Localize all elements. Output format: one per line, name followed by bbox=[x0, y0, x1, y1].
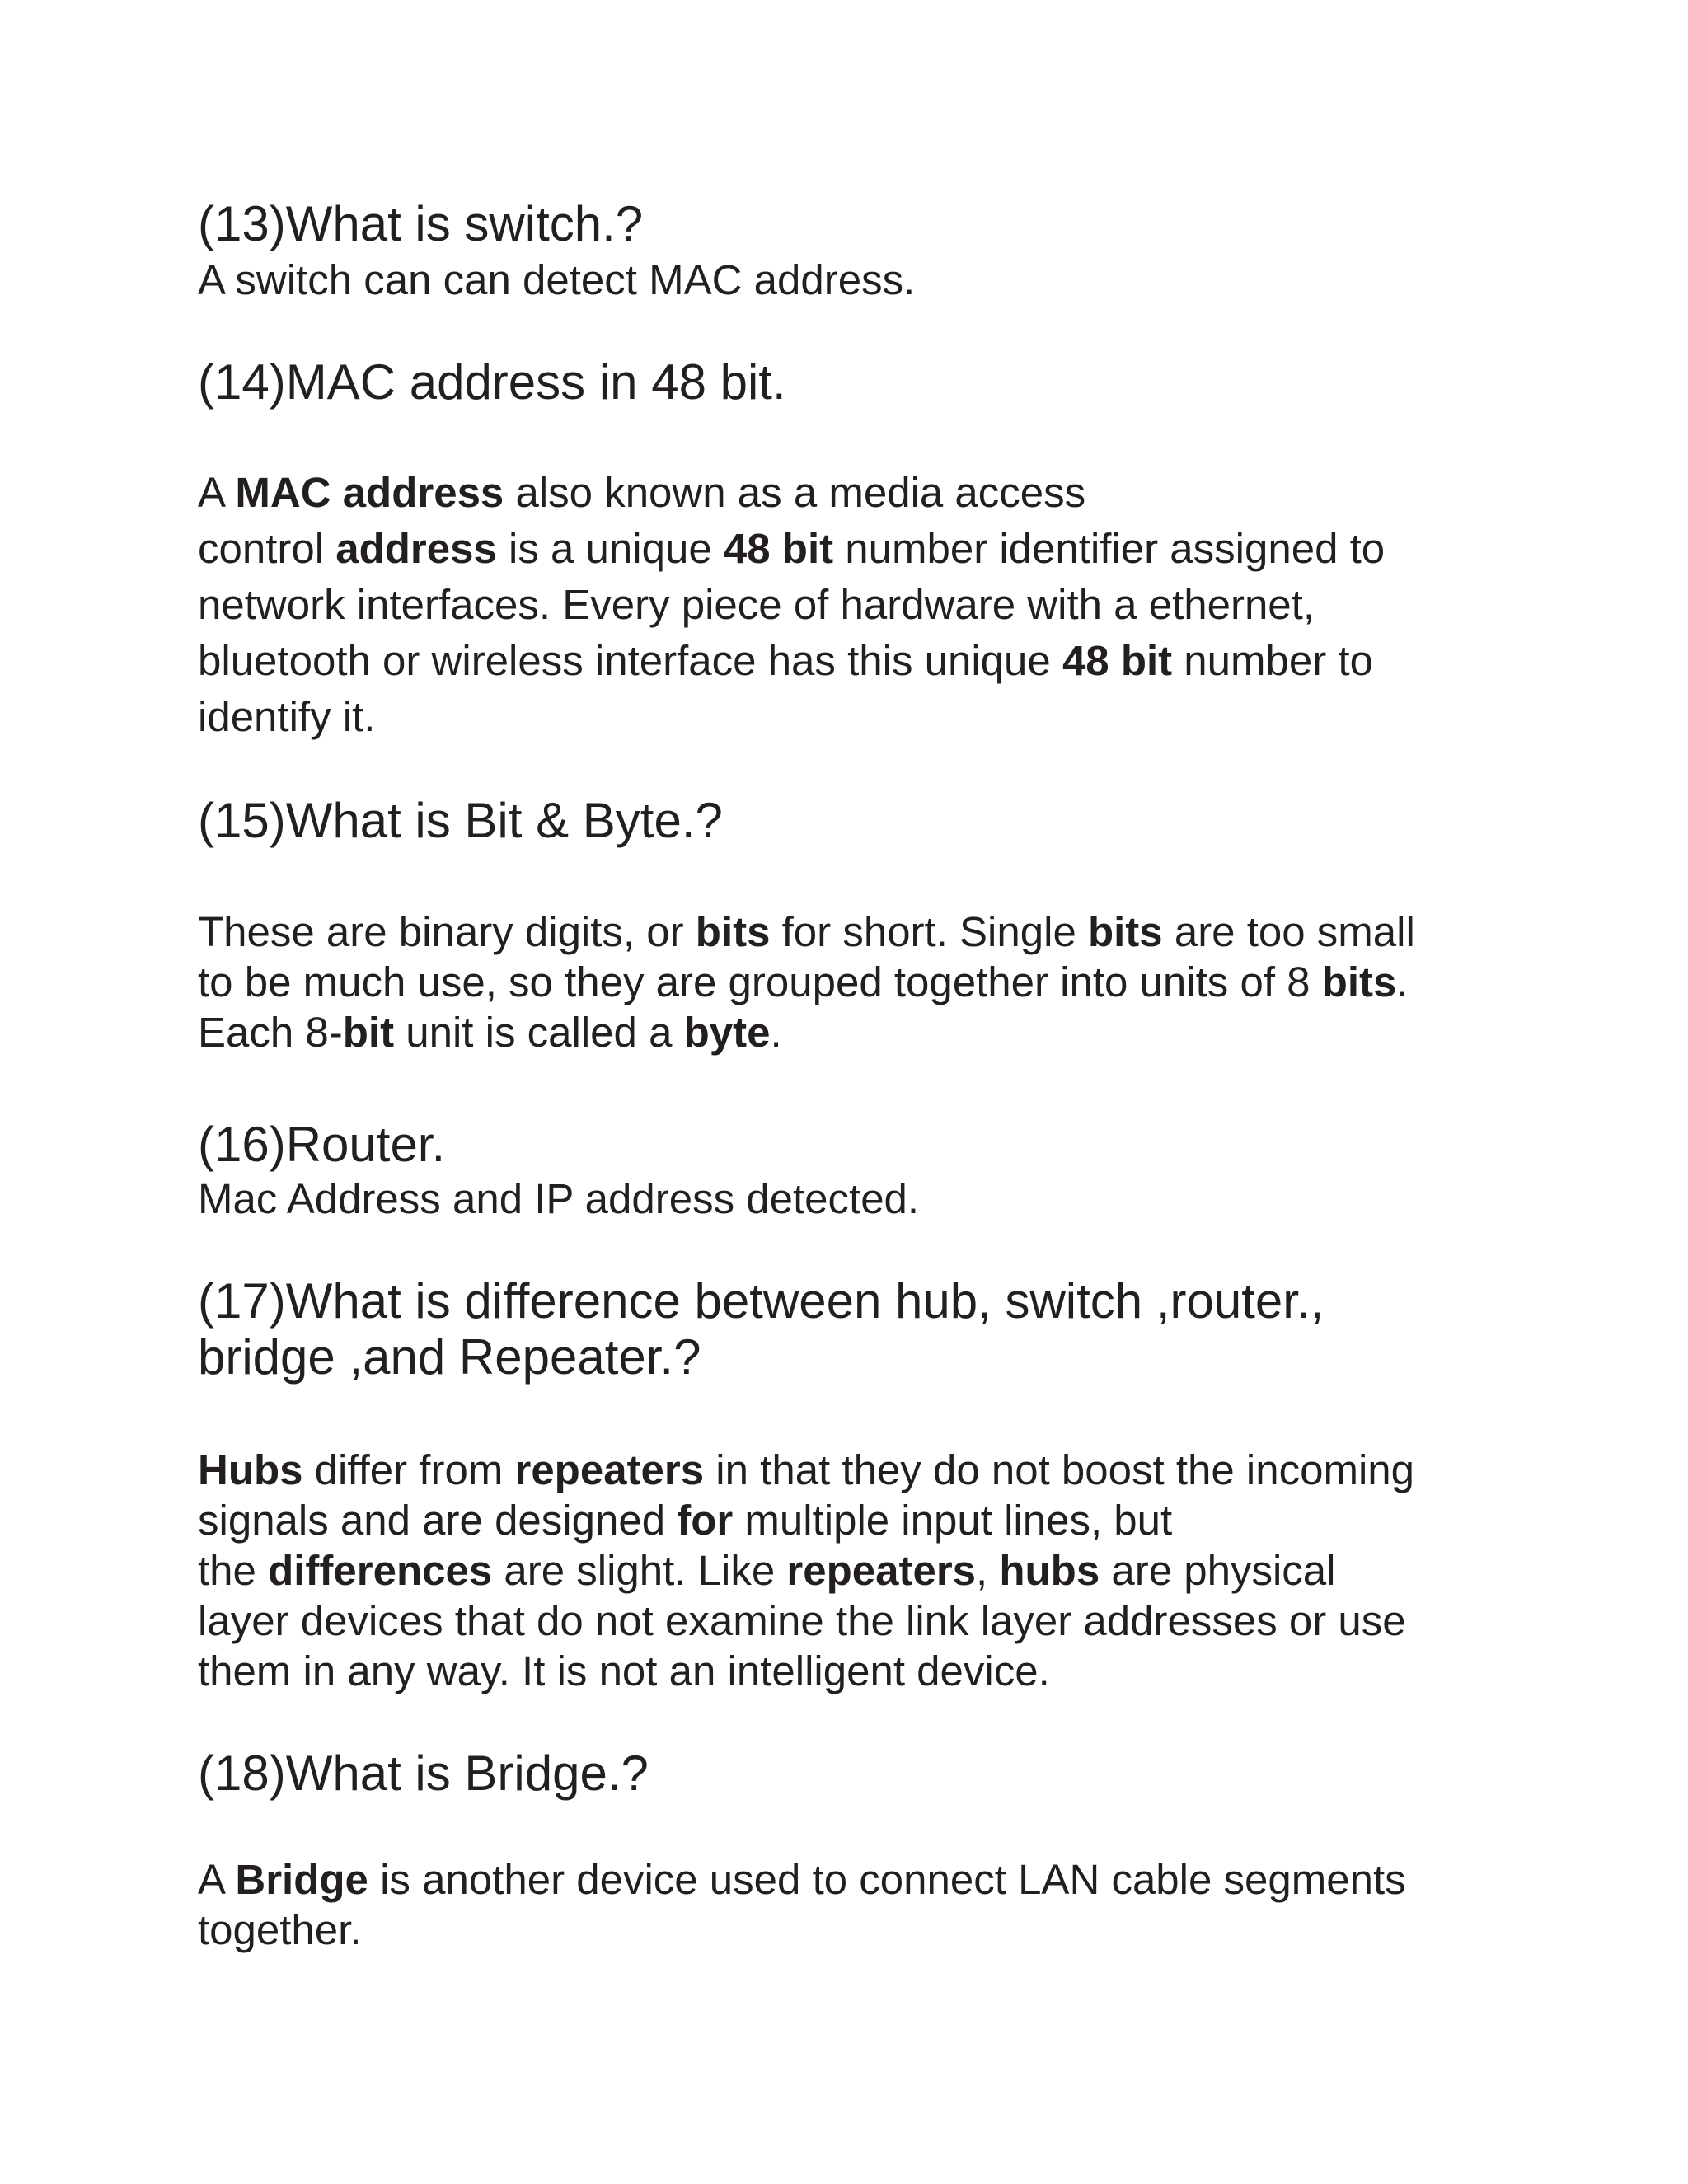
paragraph-line: bluetooth or wireless interface has this unique 48 bit number to bbox=[198, 637, 1373, 684]
paragraph-line: Hubs differ from repeaters in that they do not boost the incoming bbox=[198, 1446, 1415, 1493]
heading-line: (17)What is difference between hub, switch ,router., bbox=[198, 1273, 1325, 1329]
paragraph-line: layer devices that do not examine the link layer addresses or use bbox=[198, 1597, 1406, 1644]
paragraph-line: These are binary digits, or bits for short. Single bits are too small bbox=[198, 908, 1415, 955]
paragraph-line: A MAC address also known as a media access bbox=[198, 469, 1086, 516]
paragraph-q15 bbox=[198, 907, 1415, 1057]
paragraph-line: signals and are designed for multiple input lines, but bbox=[198, 1497, 1173, 1544]
heading-line: bridge ,and Repeater.? bbox=[198, 1329, 701, 1385]
heading-q15: (15)What is Bit & Byte.? bbox=[198, 793, 723, 848]
paragraph-line: Each 8-bit unit is called a byte. bbox=[198, 1009, 782, 1056]
paragraph-line: together. bbox=[198, 1906, 362, 1953]
paragraph-q14 bbox=[198, 465, 1385, 745]
heading-q17 bbox=[198, 1273, 1324, 1385]
paragraph-line: control address is a unique 48 bit number identifier assigned to bbox=[198, 525, 1386, 572]
paragraph-line: them in any way. It is not an intelligent device. bbox=[198, 1647, 1050, 1694]
paragraph-line: the differences are slight. Like repeaters, hubs are physical bbox=[198, 1547, 1336, 1594]
paragraph-line: to be much use, so they are grouped together into units of 8 bits. bbox=[198, 958, 1409, 1005]
answer-q16: Mac Address and IP address detected. bbox=[198, 1175, 920, 1222]
paragraph-line: identify it. bbox=[198, 693, 376, 740]
paragraph-q17 bbox=[198, 1445, 1414, 1696]
heading-q16: (16)Router. bbox=[198, 1117, 446, 1172]
paragraph-line: network interfaces. Every piece of hardware with a ethernet, bbox=[198, 581, 1315, 628]
answer-q13: A switch can can detect MAC address. bbox=[198, 256, 916, 303]
heading-q18: (18)What is Bridge.? bbox=[198, 1746, 649, 1801]
paragraph-line: A Bridge is another device used to connect LAN cable segments bbox=[198, 1856, 1406, 1903]
heading-q14: (14)MAC address in 48 bit. bbox=[198, 354, 786, 410]
paragraph-q18 bbox=[198, 1854, 1406, 1955]
heading-q13: (13)What is switch.? bbox=[198, 196, 644, 251]
